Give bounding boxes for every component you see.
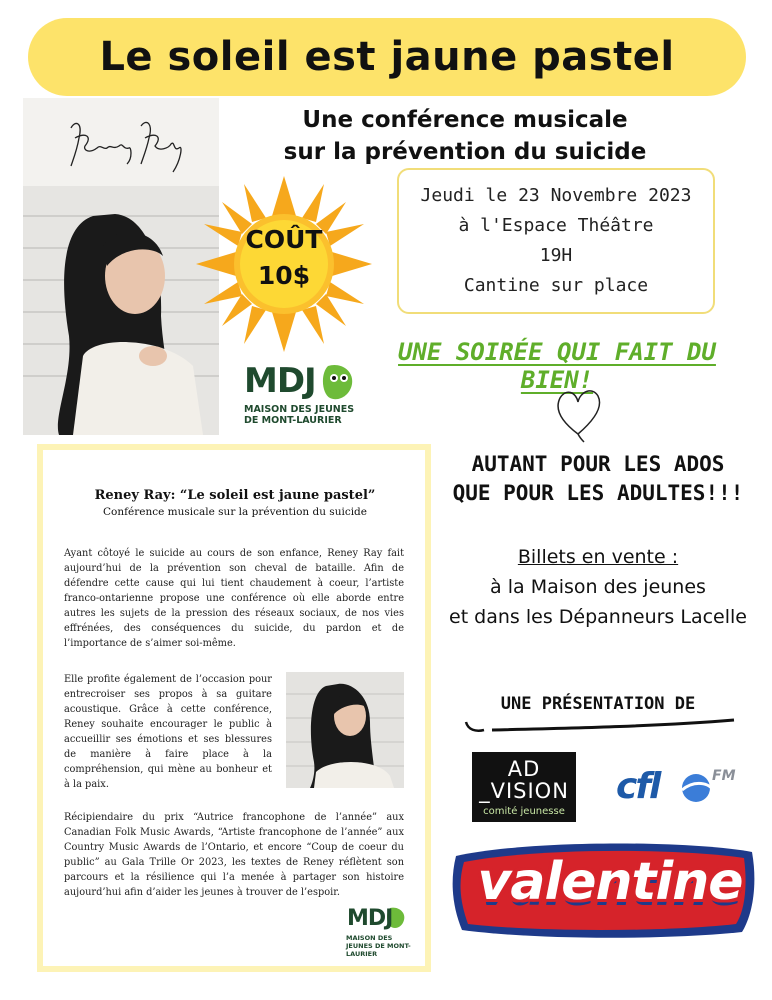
- press-paragraph-1: Ayant côtoyé le suicide au cours de son enfance, Reney Ray fait aujourd’hui de la prévention son cheval de bataille. Afin de défendre cette cause qui lui tient chaudement à coeur, l’artiste franco-ontarienne propose une conférence où elle aborde entre autres les sujets de la pression des réseaux sociaux, de nos vies effrénées, des conséquences du suicide, du pardon et de l’importance de s’aimer soi-même.: [64, 548, 404, 649]
- page-title: Le soleil est jaune pastel: [99, 34, 675, 80]
- tickets-location-1: à la Maison des jeunes: [490, 576, 706, 598]
- press-release-title: Reney Ray: “Le soleil est jaune pastel”: [94, 488, 376, 503]
- subtitle-line-1: Une conférence musicale: [302, 107, 628, 133]
- conference-subtitle: [250, 104, 680, 168]
- tickets-heading: Billets en vente :: [517, 546, 679, 568]
- cost-label: [236, 222, 332, 294]
- tagline: UNE SOIRÉE QUI FAIT DU BIEN!: [398, 338, 716, 394]
- advision-line-2: _VISION: [479, 779, 569, 803]
- artist-photo-panel: [23, 98, 219, 435]
- title-banner: [28, 18, 746, 96]
- event-food: Cantine sur place: [463, 275, 649, 296]
- event-time: 19H: [539, 245, 573, 266]
- event-details-box: [397, 168, 715, 314]
- tickets-location-2: et dans les Dépanneurs Lacelle: [449, 606, 747, 628]
- press-paragraph-2: Elle profite également de l’occasion pour entrecroiser ses propos à sa guitare acoustique. Grâce à cette conférence, Reney souhaite encourager le public à accueillir ses émotions et ses blessures de manière à faire place à la compréhension, qui mène au bonheur et à la paix.: [64, 674, 272, 790]
- event-date: Jeudi le 23 Novembre 2023: [420, 185, 692, 206]
- brush-underline: [462, 704, 738, 734]
- mdj-line-1: MAISON DES JEUNES: [244, 404, 355, 415]
- event-place: à l'Espace Théâtre: [458, 215, 654, 236]
- valentine-logo: valentine: [477, 852, 743, 912]
- advision-logo: [472, 752, 576, 822]
- press-release-subtitle: Conférence musicale sur la prévention du suicide: [103, 506, 367, 518]
- heart-icon: [552, 382, 604, 444]
- audience-text: [440, 450, 756, 508]
- audience-line-1: AUTANT POUR LES ADOS: [471, 452, 725, 476]
- mdj-logo-text: [244, 404, 362, 426]
- cost-word: COÛT: [245, 225, 323, 254]
- tickets-info: [432, 542, 764, 632]
- mdj-logo-word: MDJ: [244, 361, 316, 401]
- signature-logo: [23, 98, 219, 186]
- subtitle-line-2: sur la prévention du suicide: [283, 139, 647, 165]
- mdj-line-2: DE MONT-LAURIER: [244, 415, 342, 426]
- press-photo: [286, 672, 404, 788]
- cost-amount: 10$: [257, 261, 311, 290]
- presented-by-label: UNE PRÉSENTATION DE: [500, 694, 696, 714]
- press-mdj-logo-word: MDJ: [347, 906, 393, 931]
- press-paragraph-3: Récipiendaire du prix “Autrice francophone de l’année” aux Canadian Folk Music Awards, “Artiste francophone de l’année” aux Country Music Awards de l’Ontario, et encore “Coup de coeur du public” au Gala Trille Or 2023, les textes de Reney réflètent son parcours et la résilience qui l’a menée à partager son histoire aujourd’hui afin d’aider les jeunes à trouver de l’espoir.: [64, 812, 404, 898]
- audience-line-2: QUE POUR LES ADULTES!!!: [452, 481, 744, 505]
- advision-subtitle: comité jeunesse: [483, 806, 565, 817]
- advision-line-1: AD: [507, 757, 541, 781]
- press-mdj-logo-text: MAISON DES JEUNES DE MONT-LAURIER: [346, 934, 411, 958]
- artist-portrait: [23, 186, 219, 435]
- cfl-logo: cfl: [616, 766, 660, 807]
- cfl-fm-label: FM: [712, 768, 736, 784]
